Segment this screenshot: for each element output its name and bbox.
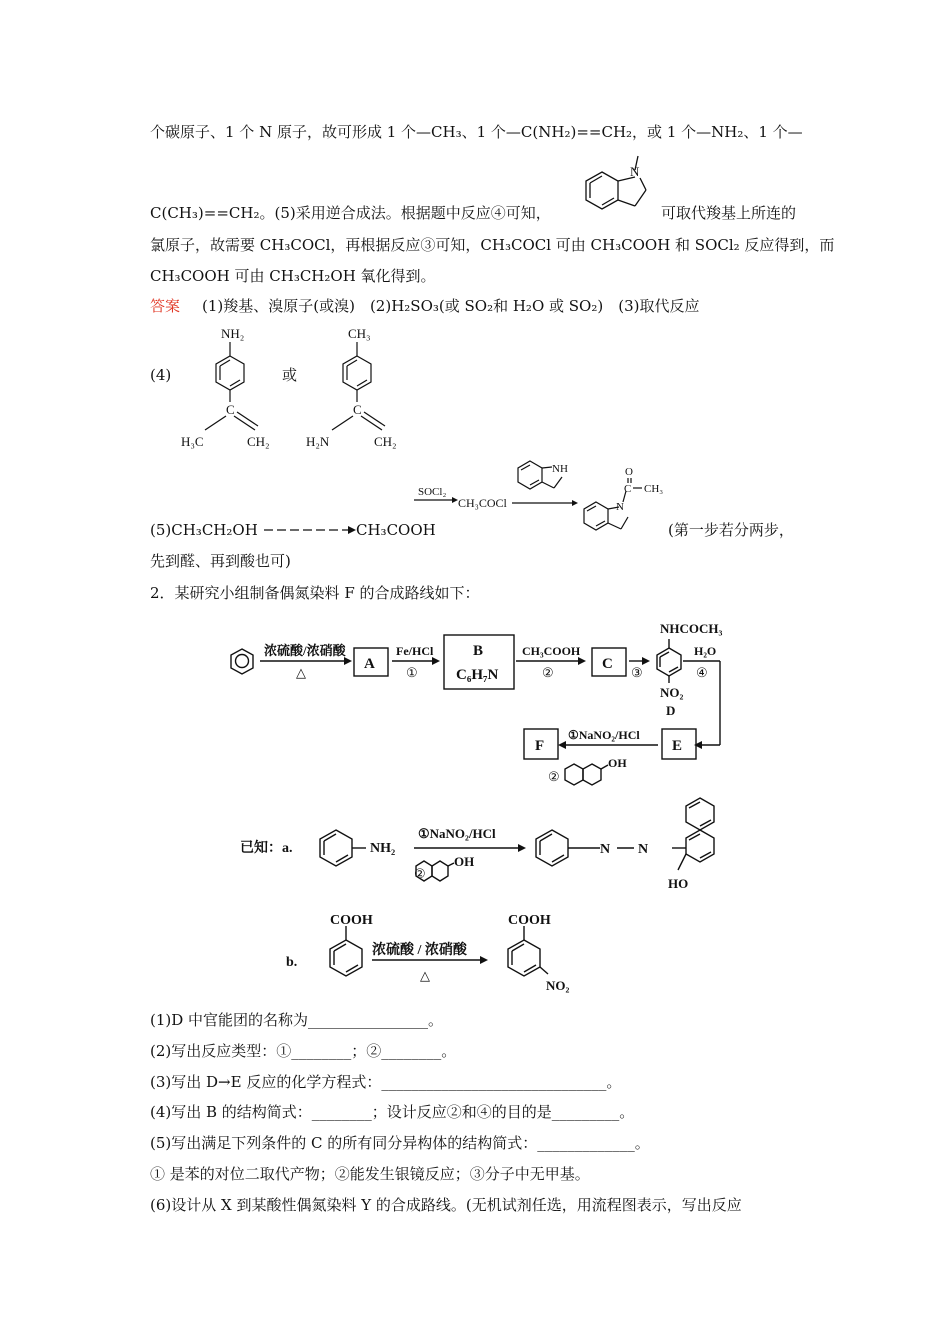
question-6: (6)设计从 X 到某酸性偶氮染料 Y 的合成路线。(无机试剂任选，用流程图表示，写出反应 [150,1196,742,1214]
heat-symbol: △ [420,968,430,983]
aniline-nh2-label: NH₂ [370,841,396,856]
product-cooh-label: COOH [508,913,551,928]
diazotization-reagent-label: ①NaNO₂/HCl [418,826,496,841]
compound-b-formula: C₆H₇N [456,667,499,683]
oxygen-label: O [625,466,633,478]
text-line-2-right: 可取代羧基上所连的 [661,204,797,222]
answer-structure-2 [302,322,412,454]
ch3cocl-label: CH₃COCl [458,496,507,510]
coupling-step-label: ② [548,769,560,784]
compound-c-label: C [602,656,613,672]
socl2-label: SOCl₂ [418,486,447,498]
step-3-label: ③ [631,665,643,680]
azo-n2-label: N [638,842,649,857]
product-ho-label: HO [668,876,689,891]
note-text-2: 先到醛、再到酸也可) [150,552,291,570]
q4-label: (4) [150,366,172,384]
step-4-label: ④ [696,665,708,680]
nh-label: NH [552,463,568,475]
route-dashed-arrow [262,520,358,540]
question-3: (3)写出 D→E 反应的化学方程式：______________________________。 [150,1073,622,1091]
compound-f-label: F [535,738,545,754]
question-5-conditions: ① 是苯的对位二取代产物；②能发生银镜反应；③分子中无甲基。 [150,1165,590,1183]
compound-b-label: B [473,643,484,659]
question-4: (4)写出 B 的结构简式：________；设计反应②和④的目的是_________。 [150,1103,635,1121]
known-b-label: b. [286,955,298,970]
or-label: 或 [282,366,298,384]
heat-symbol: △ [296,665,306,680]
known-reaction-a [240,790,740,902]
nitration-reagent-label: 浓硫酸 / 浓硝酸 [372,943,467,958]
compound-a-label: A [364,656,375,672]
step-2-label: ② [542,665,554,680]
azo-n1-label: N [600,842,611,857]
methylene-label: CH₂ [374,434,397,449]
answer-label: 答案 [150,297,181,315]
coupling-step-label: ② [414,866,426,881]
nh2-label: NH₂ [221,326,245,341]
compound-d-label: D [666,703,676,718]
answer-structure-1 [175,322,285,454]
hydroxyl-label: OH [608,756,627,770]
question-2-title: 2．某研究小组制备偶氮染料 F 的合成路线如下： [150,584,480,602]
text-line-4: CH₃COOH 可由 CH₃CH₂OH 氧化得到。 [150,267,436,285]
naphthol-oh-label: OH [454,854,475,869]
text-line-2: C(CH₃)==CH₂。(5)采用逆合成法。根据题中反应④可知， [150,204,551,222]
fe-hcl-label: Fe/HCl [396,644,434,658]
amino-label: H₂N [306,434,330,449]
carbonyl-carbon-label: C [624,483,632,495]
question-5: (5)写出满足下列条件的 C 的所有同分异构体的结构简式：_____________。 [150,1134,650,1152]
methyl-label: H₃C [181,434,204,449]
q5-start: (5)CH₃CH₂OH [150,521,258,539]
ch3-label: CH₃ [348,326,371,341]
text-line-1: 个碳原子、1 个 N 原子，故可形成 1 个—CH₃、1 个—C(NH₂)==CH₂，或 1 个—NH₂、1 个— [150,123,803,141]
known-a-label: 已知：a. [240,841,293,856]
note-text: (第一步若分两步， [668,521,794,539]
diazotization-label: ①NaNO₂/HCl [568,728,640,742]
nitro-label: NO₂ [660,685,684,700]
nitrogen-label: N [630,164,640,179]
known-reaction-b [280,910,610,1002]
synthesis-route-diagram [220,615,760,800]
answer-items: (1)羧基、溴原子(或溴) (2)H₂SO₃(或 SO₂和 H₂O 或 SO₂) (3)取代反应 [202,297,700,315]
acetamido-label: NHCOCH₃ [660,621,723,636]
question-1: (1)D 中官能团的名称为________________。 [150,1011,444,1029]
acetic-acid-label: CH₃COOH [522,644,581,658]
compound-e-label: E [672,738,683,754]
q5-mid: CH₃COOH [356,521,436,539]
acetylation-scheme [412,455,682,540]
step-1-label: ① [406,665,418,680]
text-line-3: 氯原子，故需要 CH₃COCl，再根据反应③可知，CH₃COCl 可由 CH₃COOH 和 SOCl₂ 反应得到，而 [150,236,835,254]
nitration-reagent-label: 浓硫酸/浓硝酸 [264,643,346,658]
acetyl-ch3-label: CH₃ [644,483,664,495]
product-no2-label: NO₂ [546,978,570,993]
water-label: H₂O [694,644,717,658]
amide-n-label: N [616,501,624,513]
cooh-label: COOH [330,913,373,928]
carbon-label: C [226,402,235,417]
question-2: (2)写出反应类型：①________；②________。 [150,1042,457,1060]
carbon-label: C [353,402,362,417]
methylene-label: CH₂ [247,434,270,449]
n-methylindoline-structure [580,150,660,222]
